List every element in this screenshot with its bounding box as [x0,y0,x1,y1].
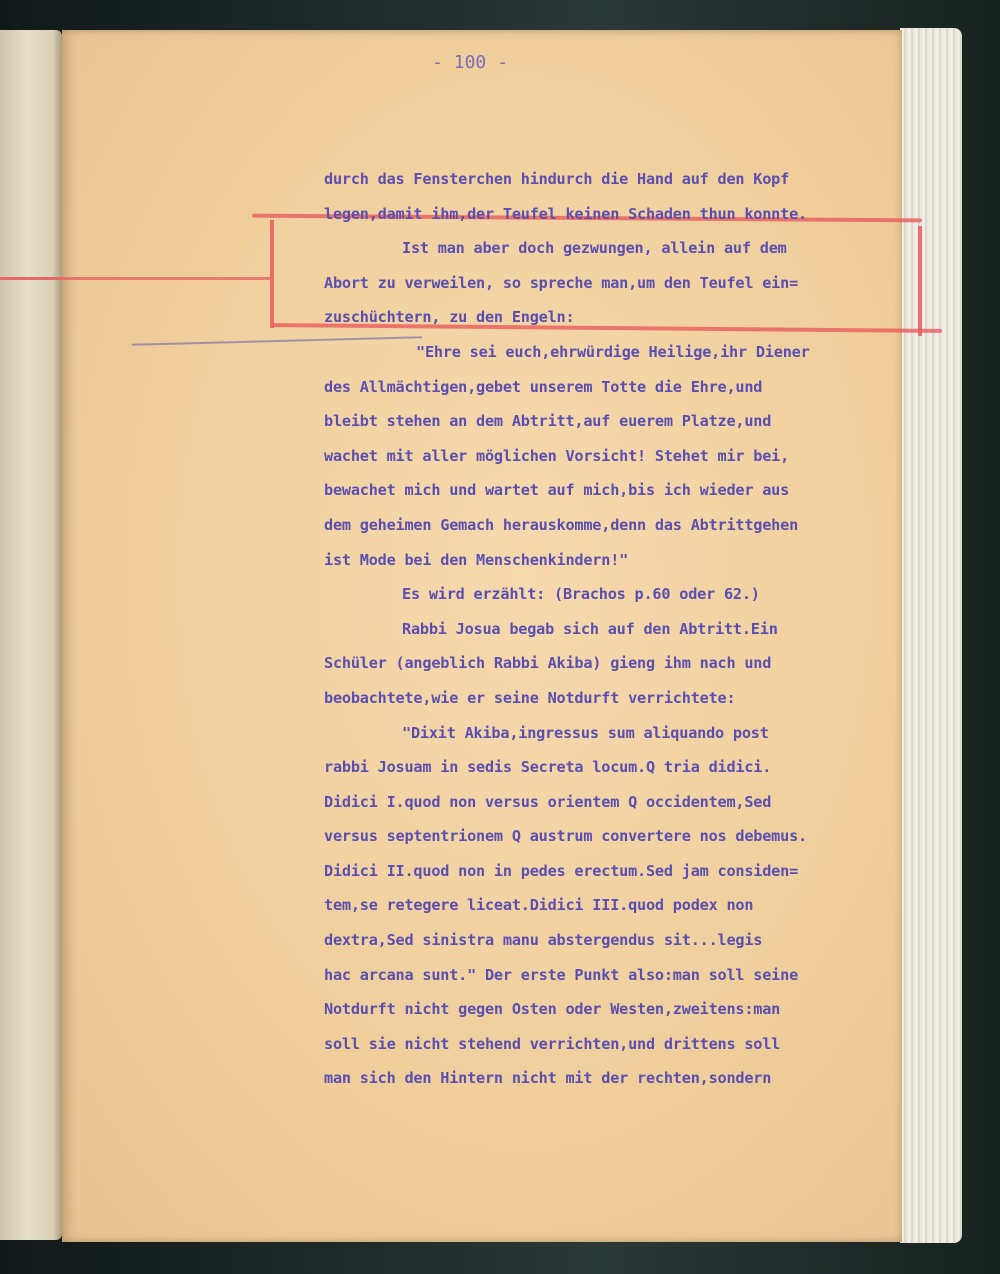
text-line: Notdurft nicht gegen Osten oder Westen,zweitens:man [324,1000,781,1019]
text-line: bewachet mich und wartet auf mich,bis ich wieder aus [324,481,790,500]
text-line: zuschüchtern, zu den Engeln: [324,308,575,327]
text-line: hac arcana sunt." Der erste Punkt also:man soll seine [324,965,799,984]
text-line: ist Mode bei den Menschenkindern!" [324,550,629,569]
red-marker-stub [62,277,270,280]
text-line: man sich den Hintern nicht mit der rechten,sondern [324,1069,772,1088]
text-line: soll sie nicht stehend verrichten,und drittens soll [324,1034,781,1053]
page-number: - 100 - [432,52,508,73]
typewritten-page [62,30,902,1242]
text-line: des Allmächtigen,gebet unserem Totte die Ehre,und [324,377,763,396]
text-line: legen,damit ihm,der Teufel keinen Schaden thun konnte. [324,204,807,223]
text-line: Abort zu verweilen, so spreche man,um den Teufel ein= [324,273,799,292]
text-line: Es wird erzählt: (Brachos p.60 oder 62.) [402,585,760,604]
text-line: Didici I.quod non versus orientem Q occidentem,Sed [324,792,772,811]
text-line: Schüler (angeblich Rabbi Akiba) gieng ihm nach und [324,654,772,673]
text-line: dem geheimen Gemach herauskomme,denn das Abtrittgehen [324,515,799,534]
text-line: tem,se retegere liceat.Didici III.quod podex non [324,896,754,915]
body-text [324,162,894,1096]
text-line: "Dixit Akiba,ingressus sum aliquando post [402,723,769,742]
left-page-edge [0,30,62,1240]
text-line: "Ehre sei euch,ehrwürdige Heilige,ihr Diener [416,342,810,361]
left-page-red-mark [0,277,62,280]
text-line: Rabbi Josua begab sich auf den Abtritt.Ein [402,619,778,638]
text-line: dextra,Sed sinistra manu abstergendus sit...legis [324,931,763,950]
text-line: versus septentrionem Q austrum convertere nos debemus. [324,827,807,846]
red-marker-left-bracket [270,220,274,328]
text-line: bleibt stehen an dem Abtritt,auf euerem Platze,und [324,412,772,431]
text-line: durch das Fensterchen hindurch die Hand auf den Kopf [324,170,790,188]
page-stack-edge [900,28,962,1243]
text-line: Ist man aber doch gezwungen, allein auf dem [402,239,787,258]
red-marker-right-bracket [918,226,922,336]
text-line: rabbi Josuam in sedis Secreta locum.Q tria didici. [324,758,772,777]
text-line: wachet mit aller möglichen Vorsicht! Stehet mir bei, [324,446,790,465]
text-line: beobachtete,wie er seine Notdurft verrichtete: [324,688,736,707]
text-line: Didici II.quod non in pedes erectum.Sed jam considen= [324,861,799,880]
